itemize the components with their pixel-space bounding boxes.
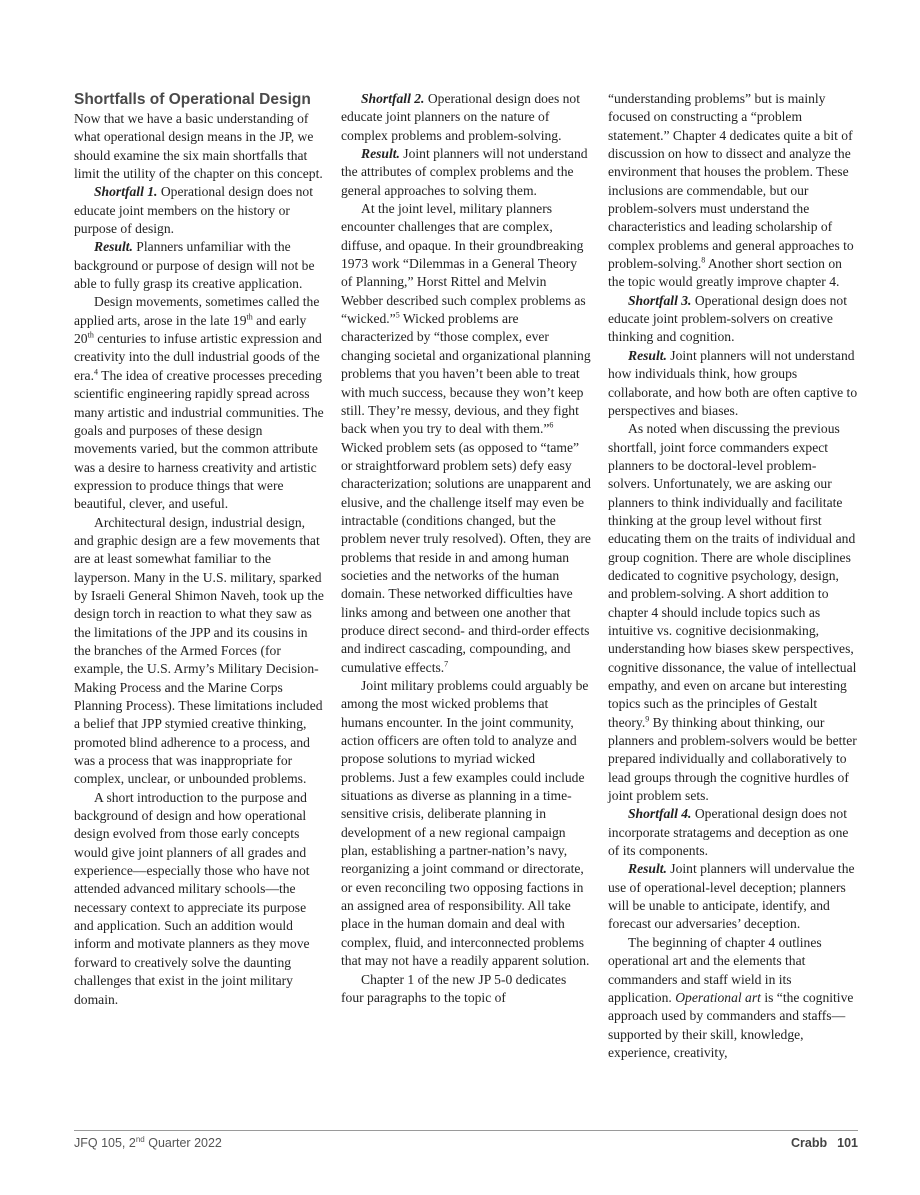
footer-divider (74, 1130, 858, 1131)
paragraph: The beginning of chapter 4 outlines operational art and the elements that commanders and staff wield in its application. Operational art is “the cognitive approach used by commanders and staffs—supported by their skill, knowledge, experience, creativity, (608, 934, 854, 1060)
footer-journal-info: JFQ 105, 2nd Quarter 2022 (74, 1134, 222, 1150)
section-heading: Shortfalls of Operational Design (74, 91, 311, 108)
text-column-2 (341, 90, 591, 1007)
footnote-ref: 8 (701, 255, 706, 265)
paragraph: Now that we have a basic understanding of what operational design means in the JP, we should examine the six main shortfalls that limit the utility of the chapter on this concept. (74, 111, 323, 182)
paragraph: Architectural design, industrial design, and graphic design are a few movements that are at least somewhat familiar to the layperson. Many in the U.S. military, sparked by Israeli General Shimon Naveh, took up the design torch in reaction to what they saw as the limitations of the JPP and its cousins in the branches of the Armed Forces (for example, the U.S. Army’s Military Decision-Making Process and the Marine Corps Planning Process). These limitations included a belief that JPP stymied creative thinking, promoted blind adherence to a process, and was a process that was inappropriate for complex, unclear, or unbounded problems. (74, 514, 324, 787)
paragraph: Design movements, sometimes called the applied arts, arose in the late 19th and early 20th centuries to infuse artistic expression and creativity into the dull industrial goods of the era.$^4$ The idea of creative processes preceding scientific engineering rapidly spread across many artistic and industrial communities. The goals and purposes of these design movements varied, but the common attribute was a desire to harness creativity and artistic expression to produce things that were beautiful, clever, and useful. (74, 294, 324, 512)
paragraph: “understanding problems” but is mainly focused on constructing a “problem statement.” Chapter 4 dedicates quite a bit of discussion on how to dissect and analyze the environment that houses the problem. These inclusions are commendable, but our problem-solvers must understand the characteristics and leading scholarship of complex problems and general approaches to problem-solving.$^8$ Another short section on the topic would greatly improve chapter 4. (608, 91, 854, 290)
emphasized-term: Operational art (675, 989, 761, 1005)
result-label: Result. (361, 146, 400, 162)
paragraph: A short introduction to the purpose and background of design and how operational design evolved from those early concepts would give joint planners of all grades and experience—especially those who have not attended advanced military schools—the necessary context to appreciate its purpose and application. Such an addition would inform and motivate planners as they move forward to creatively solve the daunting challenges that exist in the joint military domain. (74, 789, 310, 1007)
result-label: Result. (628, 861, 667, 877)
footnote-ref: 5 (395, 310, 400, 320)
result-label: Result. (628, 347, 667, 363)
footnote-ref: 6 (549, 420, 554, 430)
paragraph: As noted when discussing the previous shortfall, joint force commanders expect planners to be doctoral-level problem-solvers. Unfortunately, we are asking our planners to think individually and facilitate thinking at the group level without first educating them on the traits of individual and group cognition. There are whole disciplines dedicated to cognitive psychology, design, and problem-solving. A short addition to chapter 4 should include topics such as intuitive vs. cognitive decisionmaking, understanding how biases skew perspectives, cognitive dissonance, the value of intellectual empathy, and even on arcane but interesting topics such as the principles of Gestalt theory.$^9$ By thinking about thinking, our planners and problem-solvers would be better prepared individually and collaboratively to lead groups through the cognitive hurdles of joint problem sets. (608, 421, 857, 804)
page-number: 101 (837, 1136, 858, 1150)
paragraph-result-3: Result. Joint planners will not understand how individuals think, how groups collaborate, and how both are often captive to perspectives and biases. (608, 347, 858, 418)
footer-author: Crabb (791, 1136, 828, 1150)
superscript: th (87, 330, 94, 340)
paragraph-result-2: Result. Joint planners will not understand the attributes of complex problems and the general approaches to solving them. (341, 146, 588, 198)
result-label: Result. (94, 239, 133, 255)
shortfall-label: Shortfall 2. (361, 91, 425, 106)
paragraph: At the joint level, military planners encounter challenges that are complex, diffuse, and opaque. In their groundbreaking 1973 work “Dilemmas in a General Theory of Planning,” Horst Rittel and Melvin Webber described such complex problems as “wicked.”$^5$ Wicked problems are characterized by “those complex, ever changing societal and organizational planning problems that you haven’t been able to treat with much success, because they won’t keep still. They’re messy, devious, and they fight back when you try to deal with them.”$^6$ Wicked problem sets (as opposed to “tame” or straightforward problem sets) defy easy characterization; solutions are unapparent and elusive, and the challenge itself may even be intractable (conditions changed, but the problem never truly resolved). Often, they are problems that reside in and among human societies and the networks of the human domain. These networked difficulties have links among and between one another that produce direct second- and third-order effects and indirect cascading, compounding, and cumulative effects.$^7$ (341, 201, 591, 675)
text-column-3 (608, 90, 858, 1062)
paragraph-result-1: Result. Planners unfamiliar with the background or purpose of design will not be able to fully grasp its creative application. (74, 239, 315, 292)
shortfall-label: Shortfall 4. (628, 806, 692, 822)
footnote-ref: 9 (645, 714, 650, 724)
footnote-ref: 7 (444, 659, 449, 669)
footnote-ref: 4 (94, 367, 98, 377)
superscript: th (246, 312, 253, 322)
superscript: nd (135, 1134, 145, 1144)
paragraph-result-4: Result. Joint planners will undervalue the use of operational-level deception; planners will be unable to anticipate, identify, and forecast our adversaries’ deception. (608, 861, 855, 932)
paragraph: Chapter 1 of the new JP 5-0 dedicates four paragraphs to the topic of (341, 971, 567, 1005)
paragraph-shortfall-4: Shortfall 4. Operational design does not incorporate stratagems and deception as one of its components. (608, 806, 849, 859)
text-column-1 (74, 90, 324, 1009)
shortfall-label: Shortfall 3. (628, 292, 692, 308)
paragraph: Joint military problems could arguably be among the most wicked problems that humans encounter. In the joint community, action officers are often told to analyze and propose solutions to myriad wicked problems. Just a few examples could include situations as diverse as planning in a time-sensitive crisis, deliberate planning in development of a new regional campaign plan, establishing a partner-nation’s navy, reorganizing a joint command or directorate, or even reconciling two opposing factions in an assigned area of responsibility. All take place in the human domain and deal with complex, fluid, and interconnected problems that may not have a readily apparent solution. (341, 678, 590, 969)
paragraph-shortfall-1: Shortfall 1. Operational design does not educate joint members on the history or purpose of design. (74, 184, 314, 237)
footer-author-page (791, 1136, 858, 1150)
paragraph-shortfall-2: Shortfall 2. Operational design does not educate joint planners on the nature of complex problems and problem-solving. (341, 91, 581, 143)
shortfall-label: Shortfall 1. (94, 184, 158, 200)
paragraph-shortfall-3: Shortfall 3. Operational design does not educate joint problem-solvers on creative thinking and cognition. (608, 292, 848, 345)
